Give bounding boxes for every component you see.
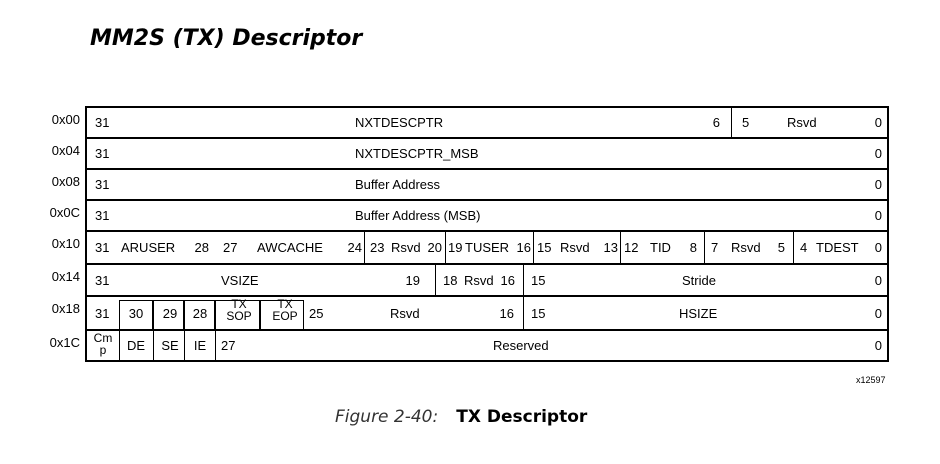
field-divider	[119, 331, 120, 360]
nxtdescptr-field-text: NXTDESCPTR	[355, 115, 444, 130]
offset-label: 0x04	[51, 143, 80, 158]
offset-label: 0x1C	[49, 335, 80, 350]
vsize-stride-field-text: Rsvd	[464, 272, 494, 288]
buffer-address-msb-field-text: 31	[95, 208, 110, 223]
field-divider	[445, 232, 446, 263]
status-reserved-field-text: 27	[221, 338, 236, 353]
vsize-stride-field-text: 0	[874, 272, 882, 288]
user-cache-tid-dest-field-text: 24	[347, 240, 362, 255]
vsize-stride-field-text: VSIZE	[221, 272, 259, 288]
flags-hsize-field-text: EOP	[272, 309, 298, 323]
user-cache-tid-dest-field-text: 31	[95, 240, 110, 255]
user-cache-tid-dest-field-text: 20	[427, 240, 442, 255]
buffer-address-msb-field-text: Buffer Address (MSB)	[355, 208, 481, 223]
buffer-address-field-text: 0	[874, 177, 882, 192]
user-cache-tid-dest-field-text: 19	[448, 240, 463, 255]
flags-hsize-field-text: 16	[499, 305, 514, 321]
user-cache-tid-dest-field-text: 23	[370, 240, 385, 255]
field-divider	[523, 265, 524, 295]
row-divider	[87, 168, 887, 170]
user-cache-tid-dest-field-text: Rsvd	[391, 240, 421, 255]
nxtdescptr-field-text: 0	[874, 115, 882, 130]
row-divider	[87, 263, 887, 265]
buffer-address-field-text: Buffer Address	[355, 177, 441, 192]
row-divider	[87, 199, 887, 201]
flags-hsize-field-text: HSIZE	[679, 305, 718, 321]
flags-hsize-field-text: TX	[277, 297, 293, 311]
field-divider	[731, 108, 732, 137]
user-cache-tid-dest-field-text: TUSER	[465, 240, 510, 255]
row-divider	[87, 295, 887, 297]
status-reserved-field-text: p	[99, 343, 107, 357]
row-divider	[87, 329, 887, 331]
flags-hsize-field-text: 25	[309, 305, 324, 321]
user-cache-tid-dest-field-text: 15	[537, 240, 552, 255]
user-cache-tid-dest-field-text: AWCACHE	[257, 240, 323, 255]
status-reserved-field-text: Cm	[93, 331, 113, 345]
row-divider	[87, 137, 887, 139]
user-cache-tid-dest-field-text: Rsvd	[731, 240, 761, 255]
page-title: MM2S (TX) Descriptor	[90, 26, 363, 51]
vsize-stride-field-text: 18	[443, 272, 458, 288]
flags-hsize-field-text: 15	[531, 305, 546, 321]
user-cache-tid-dest-field-text: 16	[516, 240, 531, 255]
field-divider	[793, 232, 794, 263]
status-reserved-field-text: IE	[193, 338, 207, 353]
user-cache-tid-dest-field-text: 27	[223, 240, 238, 255]
vsize-stride-field-text: 31	[95, 272, 110, 288]
field-divider	[533, 232, 534, 263]
buffer-address-field-text: 31	[95, 177, 110, 192]
status-reserved-field-text: Reserved	[493, 338, 549, 353]
vsize-stride-field-text: 16	[500, 272, 515, 288]
flags-hsize-field-text: SOP	[226, 309, 252, 323]
nxtdescptr-field-text: Rsvd	[787, 115, 817, 130]
figure-caption	[335, 407, 587, 427]
offset-label: 0x18	[51, 301, 80, 316]
field-divider	[704, 232, 705, 263]
status-reserved-field-text: SE	[161, 338, 179, 353]
vsize-stride-field-text: Stride	[682, 272, 716, 288]
status-reserved-field-text: DE	[126, 338, 146, 353]
offset-label: 0x10	[51, 236, 80, 251]
user-cache-tid-dest-field-text: 7	[711, 240, 719, 255]
image-code: x12597	[856, 375, 886, 385]
user-cache-tid-dest-field-text: 8	[689, 240, 697, 255]
offset-label: 0x00	[51, 112, 80, 127]
field-divider	[364, 232, 365, 263]
offset-label: 0x08	[51, 174, 80, 189]
row-divider	[87, 230, 887, 232]
field-divider	[523, 297, 524, 329]
flags-hsize-field-text: 29	[162, 305, 178, 321]
user-cache-tid-dest-field-text: 0	[874, 240, 882, 255]
user-cache-tid-dest-field-text: 5	[777, 240, 785, 255]
status-reserved-field-text: 0	[874, 338, 882, 353]
field-divider	[215, 331, 216, 360]
user-cache-tid-dest-field-text: 12	[624, 240, 639, 255]
nxtdescptr-msb-field-text: 31	[95, 146, 110, 161]
user-cache-tid-dest-field-text: TDEST	[816, 240, 859, 255]
field-divider	[435, 265, 436, 295]
user-cache-tid-dest-field-text: 28	[194, 240, 209, 255]
flags-hsize-field-text: 28	[192, 305, 208, 321]
nxtdescptr-field-text: 5	[742, 115, 750, 130]
user-cache-tid-dest-field-text: 13	[603, 240, 618, 255]
nxtdescptr-field-text: 6	[712, 115, 720, 130]
nxtdescptr-field-text: 31	[95, 115, 110, 130]
register-table	[85, 106, 889, 362]
user-cache-tid-dest-field-text: Rsvd	[560, 240, 590, 255]
field-divider	[153, 331, 154, 360]
figure-number: Figure 2-40:	[335, 407, 439, 427]
offset-label: 0x0C	[49, 205, 80, 220]
user-cache-tid-dest-field-text: TID	[650, 240, 671, 255]
buffer-address-msb-field-text: 0	[874, 208, 882, 223]
flags-hsize-field-text: TX	[231, 297, 247, 311]
flags-hsize-field-text: 0	[874, 305, 882, 321]
flags-hsize-field-text: 31	[95, 305, 110, 321]
user-cache-tid-dest-field-text: ARUSER	[121, 240, 176, 255]
field-divider	[620, 232, 621, 263]
flags-hsize-field-text: 30	[128, 305, 144, 321]
offset-label: 0x14	[51, 269, 80, 284]
nxtdescptr-msb-field-text: NXTDESCPTR_MSB	[355, 146, 479, 161]
field-divider	[184, 331, 185, 360]
vsize-stride-field-text: 19	[405, 272, 420, 288]
user-cache-tid-dest-field-text: 4	[800, 240, 808, 255]
vsize-stride-field-text: 15	[531, 272, 546, 288]
nxtdescptr-msb-field-text: 0	[874, 146, 882, 161]
flags-hsize-field-text: Rsvd	[390, 305, 420, 321]
figure-name: TX Descriptor	[456, 407, 588, 427]
